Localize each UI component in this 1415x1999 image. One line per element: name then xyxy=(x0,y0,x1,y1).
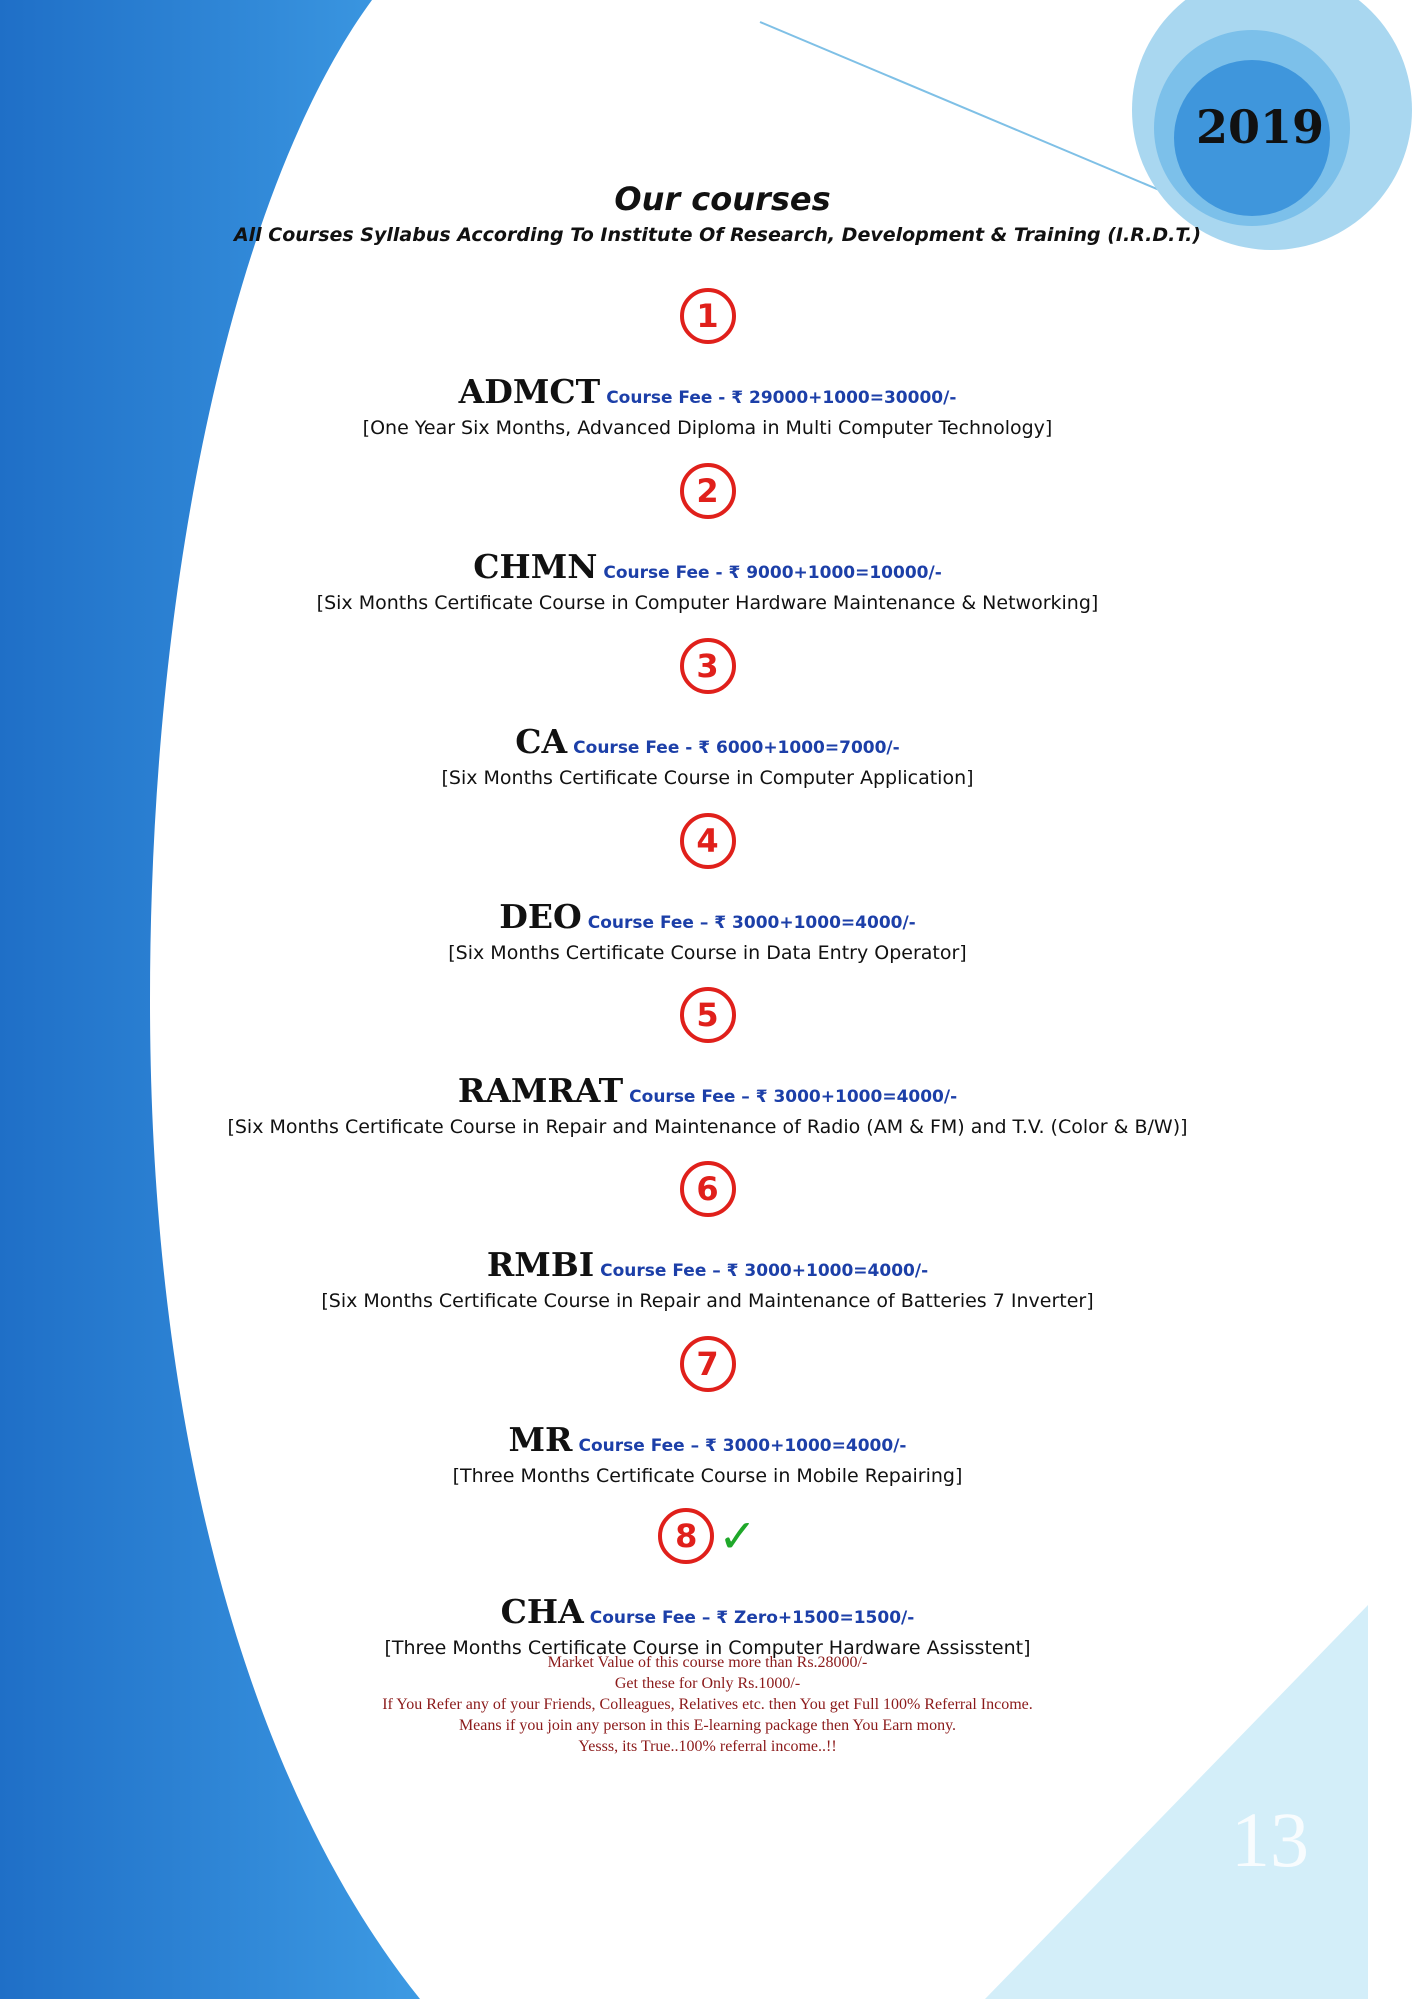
course-item-rmbi xyxy=(0,1161,1415,1312)
course-fee: Course Fee – ₹ 3000+1000=4000/- xyxy=(629,1087,958,1107)
course-item-cha xyxy=(0,1508,1415,1659)
page-title: Our courses xyxy=(614,180,831,218)
course-number-circle: 7 xyxy=(680,1336,736,1392)
note-line: Yesss, its True..100% referral income..!! xyxy=(578,1738,837,1755)
year-badge: 2019 xyxy=(1195,100,1325,154)
course-item-admct xyxy=(0,288,1415,439)
course-description: [Six Months Certificate Course in Repair and Maintenance of Batteries 7 Inverter] xyxy=(321,1290,1094,1312)
course-fee: Course Fee - ₹ 29000+1000=30000/- xyxy=(606,388,957,408)
course-fee: Course Fee – ₹ Zero+1500=1500/- xyxy=(589,1608,915,1628)
course-description: [Three Months Certificate Course in Computer Hardware Assisstent] xyxy=(384,1637,1031,1659)
top-diagonal-line xyxy=(760,22,1195,205)
note-line: Market Value of this course more than Rs.28000/- xyxy=(547,1654,868,1671)
course-description: [One Year Six Months, Advanced Diploma in Multi Computer Technology] xyxy=(362,417,1053,439)
promo-notes xyxy=(0,1652,1415,1757)
course-code: RMBI xyxy=(486,1245,595,1284)
course-description: [Six Months Certificate Course in Computer Hardware Maintenance & Networking] xyxy=(316,592,1099,614)
check-mark-icon: ✓ xyxy=(718,1509,757,1563)
course-description: [Six Months Certificate Course in Data Entry Operator] xyxy=(448,942,967,964)
course-number-circle: 4 xyxy=(680,813,736,869)
course-item-chmn xyxy=(0,463,1415,614)
course-fee: Course Fee – ₹ 3000+1000=4000/- xyxy=(578,1436,907,1456)
note-line: If You Refer any of your Friends, Colleagues, Relatives etc. then You get Full 100% Referral Income. xyxy=(382,1696,1033,1713)
course-number-circle: 6 xyxy=(680,1161,736,1217)
course-fee: Course Fee - ₹ 6000+1000=7000/- xyxy=(573,738,900,758)
course-number-circle: 2 xyxy=(680,463,736,519)
course-code: CHMN xyxy=(473,547,598,586)
course-description: [Three Months Certificate Course in Mobile Repairing] xyxy=(452,1465,963,1487)
course-number-circle: 3 xyxy=(680,638,736,694)
course-item-ramrat xyxy=(0,987,1415,1138)
course-code: CHA xyxy=(500,1592,584,1631)
course-fee: Course Fee - ₹ 9000+1000=10000/- xyxy=(603,563,942,583)
course-number-circle: 5 xyxy=(680,987,736,1043)
course-code: ADMCT xyxy=(458,372,601,411)
course-number-circle: 8 xyxy=(658,1508,714,1564)
course-item-mr xyxy=(0,1336,1415,1487)
course-code: DEO xyxy=(499,897,582,936)
course-code: CA xyxy=(515,722,568,761)
course-item-deo xyxy=(0,813,1415,964)
page-number: 13 xyxy=(1231,1796,1309,1883)
course-code: MR xyxy=(508,1420,573,1459)
course-description: [Six Months Certificate Course in Computer Application] xyxy=(441,767,974,789)
course-number-circle: 1 xyxy=(680,288,736,344)
page-subtitle: All Courses Syllabus According To Institute Of Research, Development & Training (I.R.D.T.) xyxy=(233,224,1202,246)
note-line: Get these for Only Rs.1000/- xyxy=(614,1675,801,1692)
course-code: RAMRAT xyxy=(457,1071,624,1110)
page-heading xyxy=(0,180,1415,246)
course-description: [Six Months Certificate Course in Repair and Maintenance of Radio (AM & FM) and T.V. (Color & B/W)] xyxy=(227,1116,1188,1138)
note-line: Means if you join any person in this E-learning package then You Earn mony. xyxy=(458,1717,957,1734)
course-fee: Course Fee – ₹ 3000+1000=4000/- xyxy=(587,913,916,933)
course-item-ca xyxy=(0,638,1415,789)
course-fee: Course Fee – ₹ 3000+1000=4000/- xyxy=(600,1261,929,1281)
